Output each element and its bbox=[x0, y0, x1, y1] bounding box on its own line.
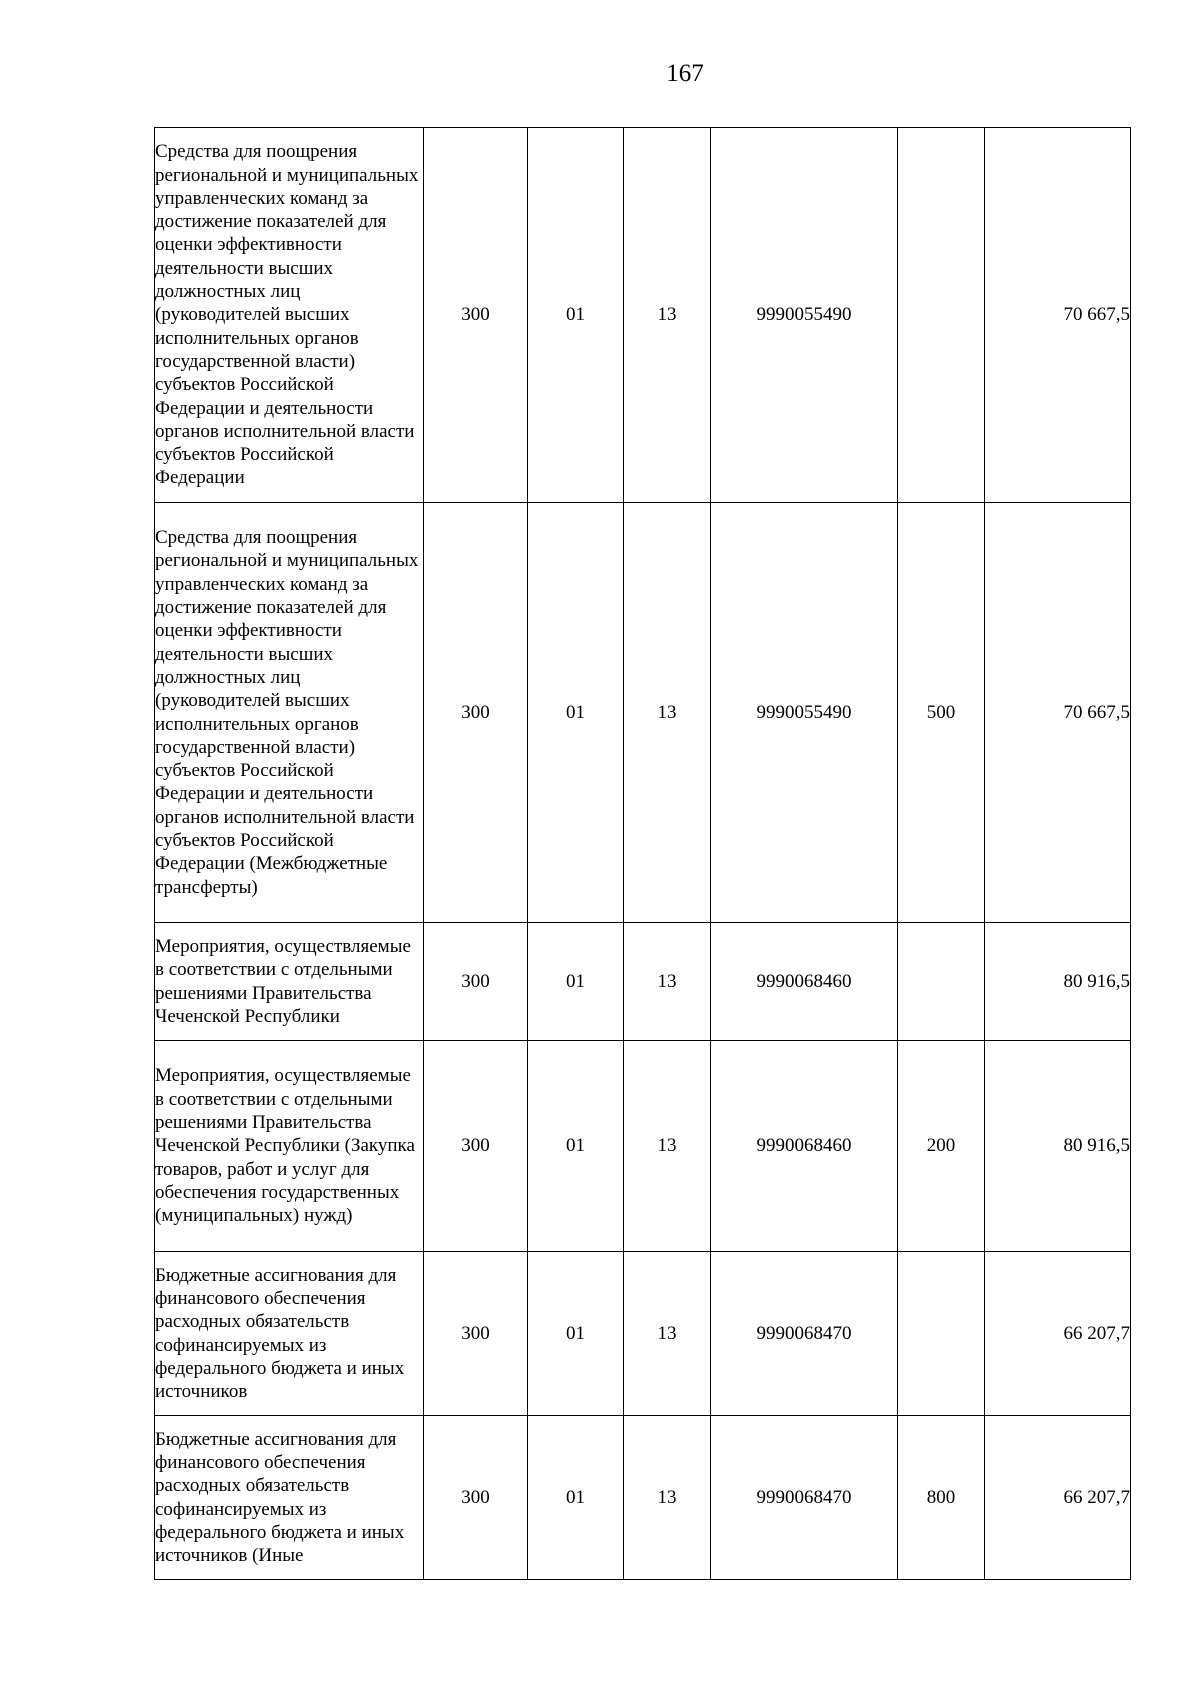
section-code: 01 bbox=[528, 128, 624, 503]
subsection-code: 13 bbox=[624, 128, 711, 503]
ministry-code: 300 bbox=[424, 1416, 528, 1580]
budget-table bbox=[154, 127, 1131, 1580]
item-name: Средства для поощрения региональной и муниципальных управленческих команд за достижение показателей для оценки эффективности деятельности высших должностных лиц (руководителей высших исполнительных органов государственной власти) субъектов Российской Федерации и деятельности органов исполнительной власти субъектов Российской Федерации bbox=[155, 128, 424, 503]
table-row bbox=[155, 128, 1131, 503]
table-row bbox=[155, 503, 1131, 923]
amount: 80 916,5 bbox=[985, 923, 1131, 1041]
section-code: 01 bbox=[528, 1252, 624, 1416]
amount: 66 207,7 bbox=[985, 1416, 1131, 1580]
item-name: Мероприятия, осуществляемые в соответствии с отдельными решениями Правительства Чеченской Республики bbox=[155, 923, 424, 1041]
expense-type-code: 500 bbox=[898, 503, 985, 923]
amount: 70 667,5 bbox=[985, 503, 1131, 923]
table-row bbox=[155, 1041, 1131, 1252]
section-code: 01 bbox=[528, 1416, 624, 1580]
subsection-code: 13 bbox=[624, 503, 711, 923]
subsection-code: 13 bbox=[624, 923, 711, 1041]
item-name: Бюджетные ассигнования для финансового обеспечения расходных обязательств софинансируемых из федерального бюджета и иных источников (Иные bbox=[155, 1416, 424, 1580]
item-name: Средства для поощрения региональной и муниципальных управленческих команд за достижение показателей для оценки эффективности деятельности высших должностных лиц (руководителей высших исполнительных органов государственной власти) субъектов Российской Федерации и деятельности органов исполнительной власти субъектов Российской Федерации (Межбюджетные трансферты) bbox=[155, 503, 424, 923]
table-row bbox=[155, 1252, 1131, 1416]
expense-type-code: 200 bbox=[898, 1041, 985, 1252]
target-article-code: 9990068470 bbox=[711, 1416, 898, 1580]
target-article-code: 9990055490 bbox=[711, 128, 898, 503]
table-row bbox=[155, 923, 1131, 1041]
subsection-code: 13 bbox=[624, 1416, 711, 1580]
target-article-code: 9990068460 bbox=[711, 923, 898, 1041]
page-number: 167 bbox=[666, 60, 704, 87]
section-code: 01 bbox=[528, 923, 624, 1041]
subsection-code: 13 bbox=[624, 1252, 711, 1416]
expense-type-code: 800 bbox=[898, 1416, 985, 1580]
amount: 70 667,5 bbox=[985, 128, 1131, 503]
ministry-code: 300 bbox=[424, 923, 528, 1041]
amount: 80 916,5 bbox=[985, 1041, 1131, 1252]
item-name: Мероприятия, осуществляемые в соответствии с отдельными решениями Правительства Чеченской Республики (Закупка товаров, работ и услуг для обеспечения государственных (муниципальных) нужд) bbox=[155, 1041, 424, 1252]
item-name: Бюджетные ассигнования для финансового обеспечения расходных обязательств софинансируемых из федерального бюджета и иных источников bbox=[155, 1252, 424, 1416]
ministry-code: 300 bbox=[424, 128, 528, 503]
section-code: 01 bbox=[528, 503, 624, 923]
ministry-code: 300 bbox=[424, 1252, 528, 1416]
ministry-code: 300 bbox=[424, 1041, 528, 1252]
table-row bbox=[155, 1416, 1131, 1580]
expense-type-code bbox=[898, 923, 985, 1041]
target-article-code: 9990055490 bbox=[711, 503, 898, 923]
ministry-code: 300 bbox=[424, 503, 528, 923]
target-article-code: 9990068460 bbox=[711, 1041, 898, 1252]
expense-type-code bbox=[898, 1252, 985, 1416]
amount: 66 207,7 bbox=[985, 1252, 1131, 1416]
target-article-code: 9990068470 bbox=[711, 1252, 898, 1416]
subsection-code: 13 bbox=[624, 1041, 711, 1252]
section-code: 01 bbox=[528, 1041, 624, 1252]
expense-type-code bbox=[898, 128, 985, 503]
